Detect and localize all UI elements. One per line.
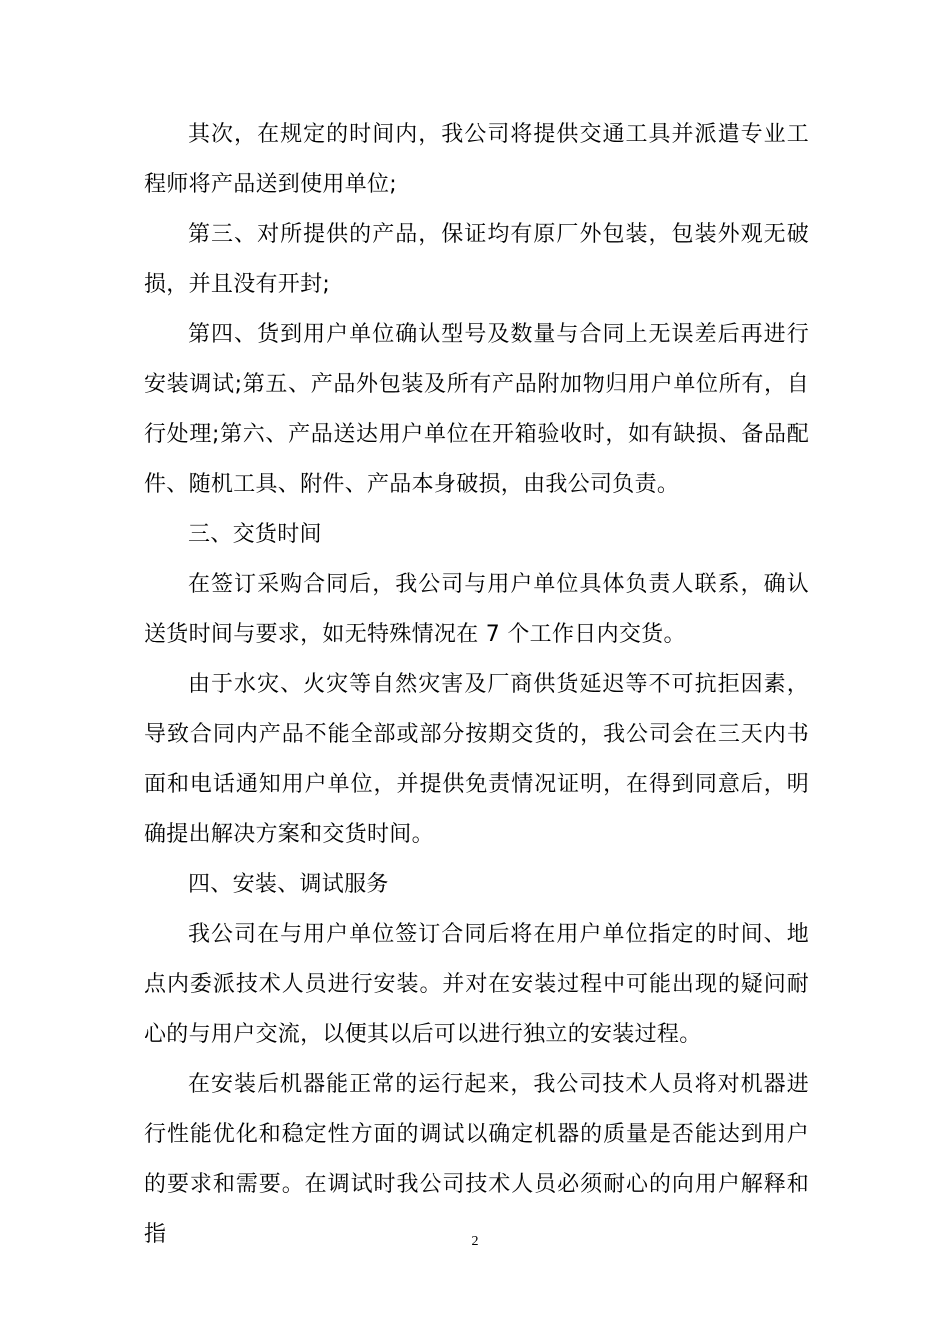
paragraph-delivery-step-2: 其次，在规定的时间内，我公司将提供交通工具并派遣专业工程师将产品送到使用单位;: [144, 122, 809, 197]
page-number: 2: [471, 1234, 479, 1249]
paragraph-delivery-step-3: 第三、对所提供的产品，保证均有原厂外包装，包装外观无破损，并且没有开封;: [144, 222, 809, 297]
section-heading-delivery-time: 三、交货时间: [188, 522, 322, 547]
paragraph-delivery-steps-4-6: 第四、货到用户单位确认型号及数量与合同上无误差后再进行安装调试;第五、产品外包装及所有产品附加物归用户单位所有，自行处理;第六、产品送达用户单位在开箱验收时，如有缺损、备品配件、随机工具、附件、产品本身破损，由我公司负责。: [144, 322, 809, 497]
paragraph-installation: 我公司在与用户单位签订合同后将在用户单位指定的时间、地点内委派技术人员进行安装。并对在安装过程中可能出现的疑问耐心的与用户交流，以便其以后可以进行独立的安装过程。: [144, 922, 809, 1047]
paragraph-delivery-time: 在签订采购合同后，我公司与用户单位具体负责人联系，确认送货时间与要求，如无特殊情况在 7 个工作日内交货。: [144, 572, 809, 647]
paragraph-force-majeure: 由于水灾、火灾等自然灾害及厂商供货延迟等不可抗拒因素，导致合同内产品不能全部或部分按期交货的，我公司会在三天内书面和电话通知用户单位，并提供免责情况证明，在得到同意后，明确提出解决方案和交货时间。: [144, 672, 809, 847]
paragraph-debugging: 在安装后机器能正常的运行起来，我公司技术人员将对机器进行性能优化和稳定性方面的调试以确定机器的质量是否能达到用户的要求和需要。在调试时我公司技术人员必须耐心的向用户解释和指: [144, 1072, 809, 1247]
section-heading-installation: 四、安装、调试服务: [188, 872, 389, 897]
document-body: [144, 110, 809, 1260]
